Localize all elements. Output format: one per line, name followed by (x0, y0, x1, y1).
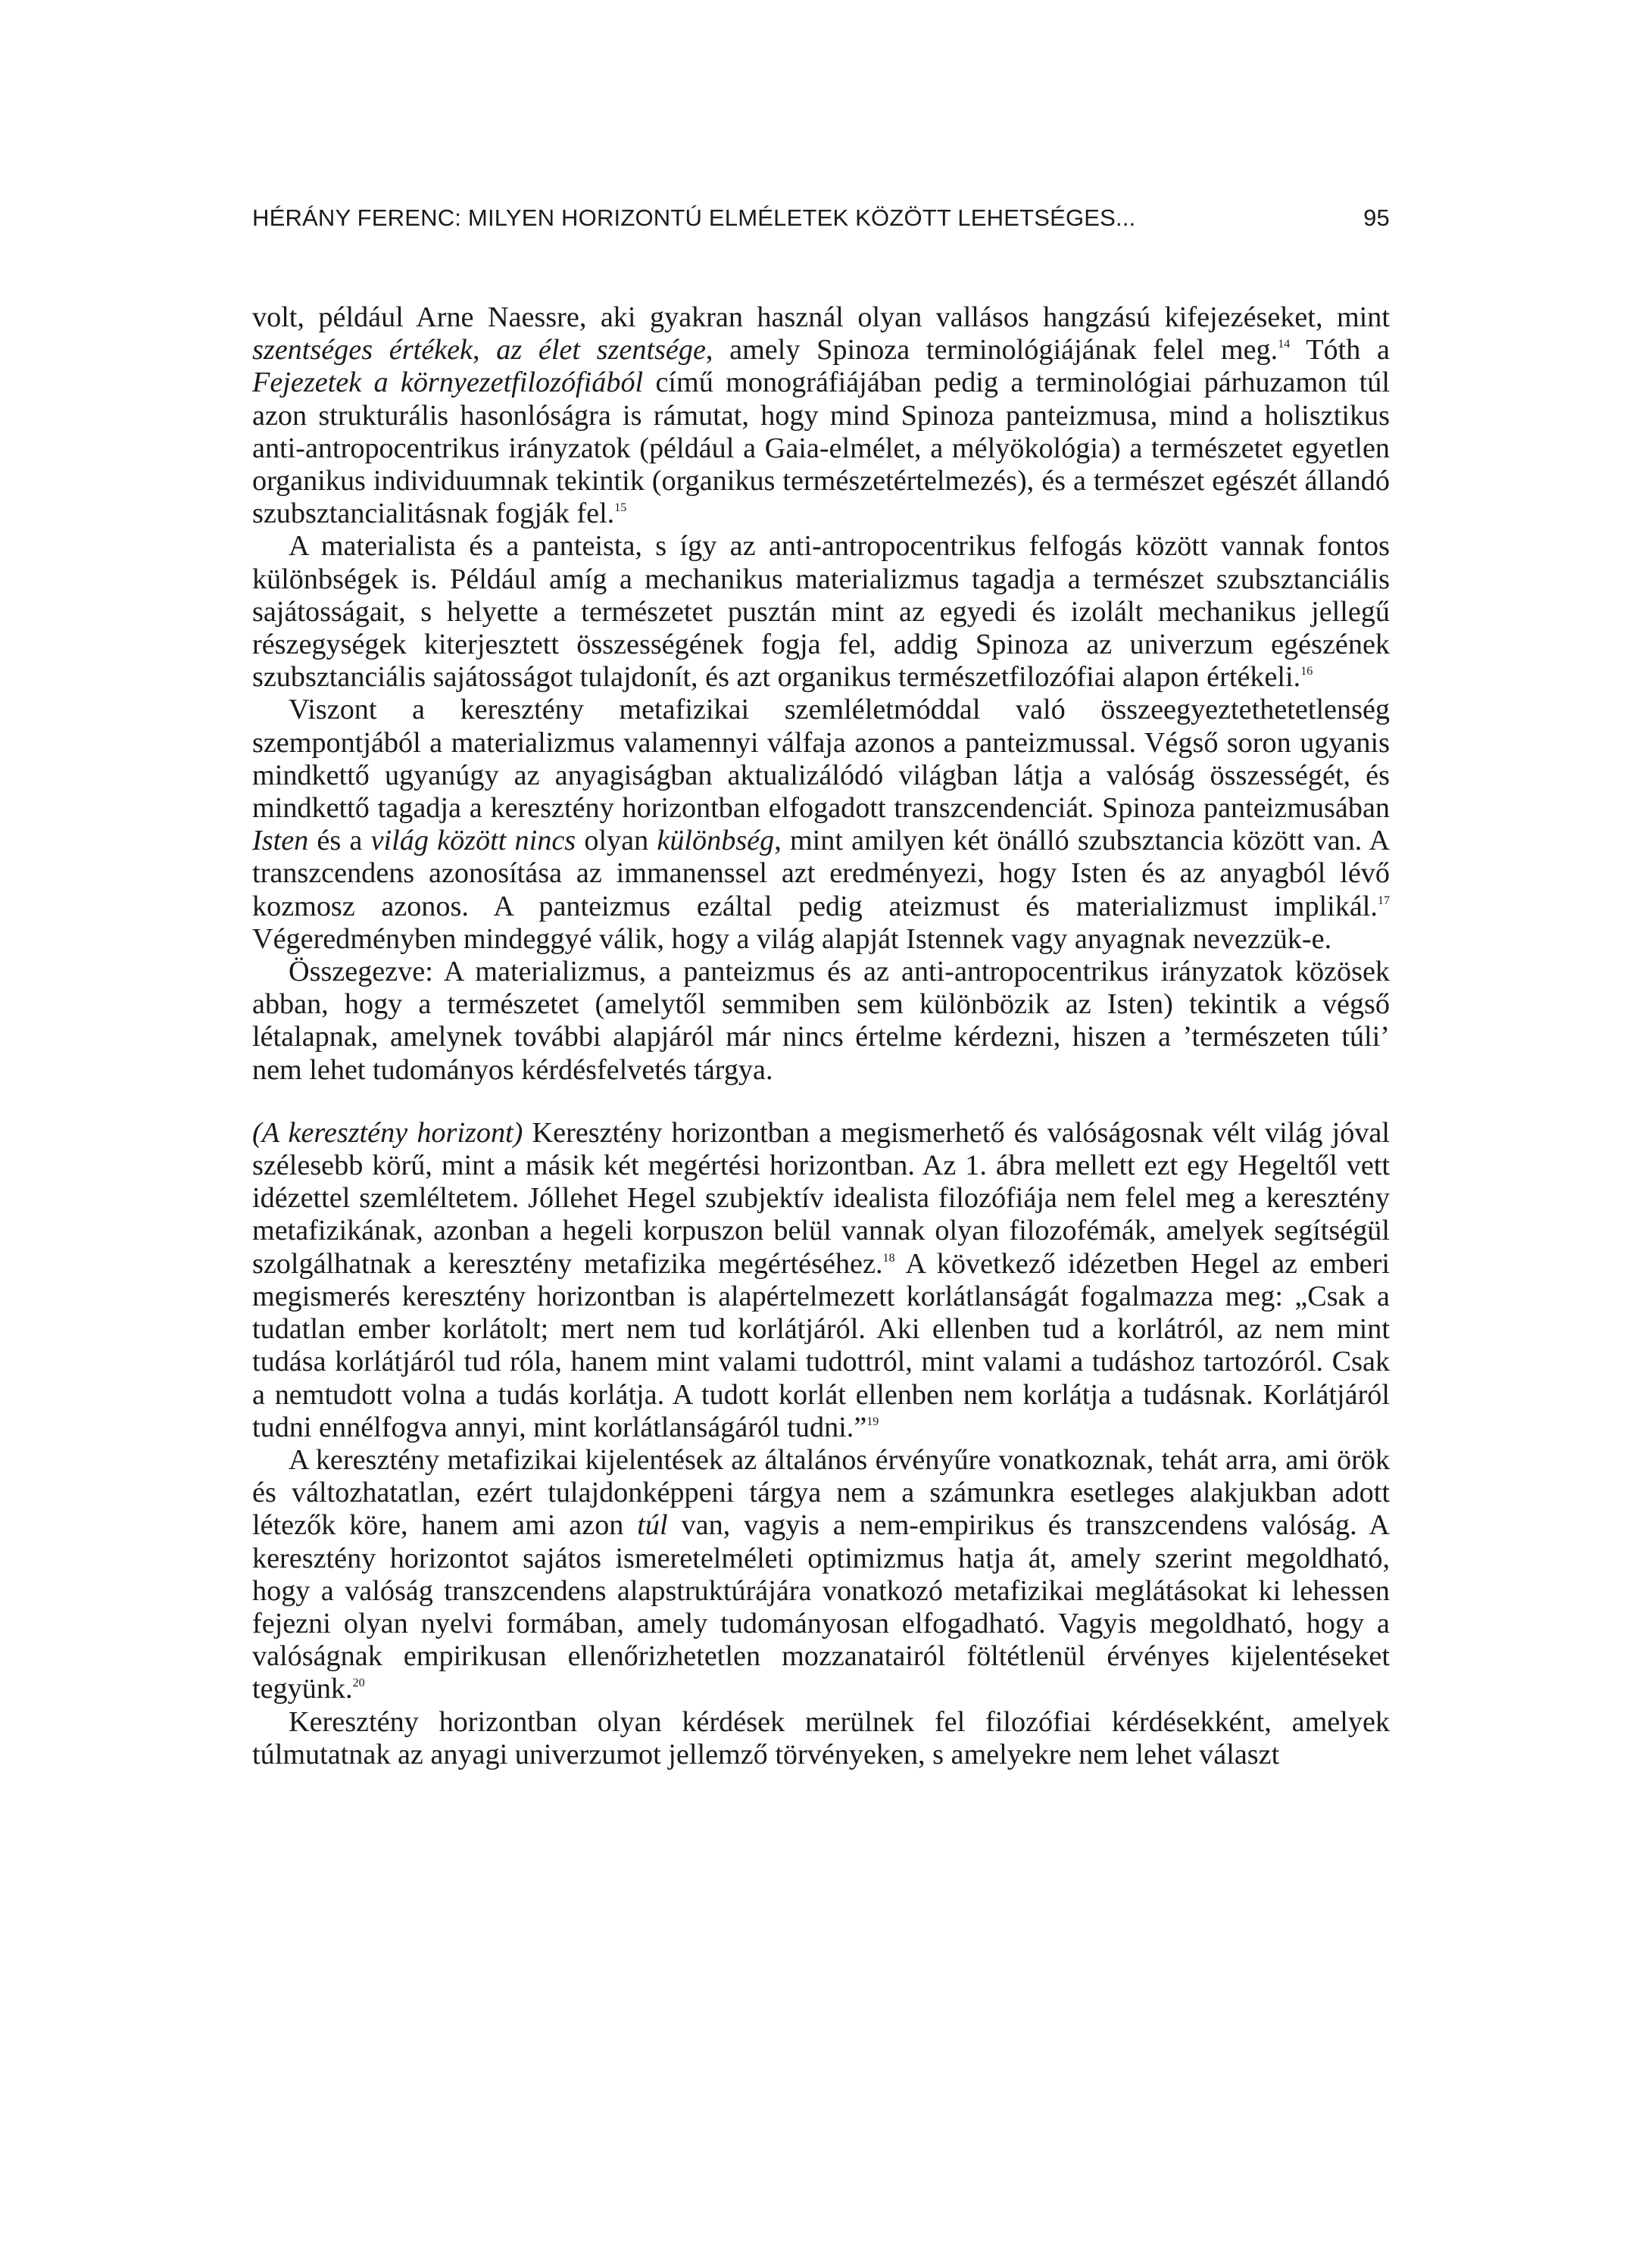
footnote-marker: 16 (1300, 665, 1313, 678)
footnote-marker: 20 (352, 1677, 365, 1690)
text-run: Keresztény horizontban olyan kérdések merülnek fel filozófiai kérdésekként, amelyek túlmutatnak az anyagi univerzumot jellemző törvényeken, s amelyekre nem lehet választ (252, 1705, 1390, 1770)
footnote-marker: 14 (1278, 337, 1291, 351)
text-run: Viszont a keresztény metafizikai szemléletmóddal való összeegyeztethetetlenség szempontjából a materializmus valamennyi válfaja azonos a panteizmussal. Végső soron ugyanis mindkettő ugyanúgy az anyagiságban aktualizálódó világban látja a valóság összességét, és mindkettő tagadja a keresztény horizontban elfogadott transzcendenciát. Spinoza panteizmusában (252, 694, 1390, 825)
body-text (252, 301, 1390, 1771)
paragraph (252, 694, 1390, 956)
italic-text: világ között nincs (370, 825, 576, 857)
running-title: HÉRÁNY FERENC: MILYEN HORIZONTÚ ELMÉLETEK KÖZÖTT LEHETSÉGES... (252, 204, 1136, 231)
text-run: A következő idézetben Hegel az emberi megismerés keresztény horizontban is alapértelmezett korlátlanságát fogalmazza meg: „Csak a tudatlan ember korlátolt; mert nem tud korlátjáról. Aki ellenben tud a korlátról, az nem mint tudása korlátjáról tud róla, hanem mint valami tudottról, mint valami a tudáshoz tartozóról. Csak a nemtudott volna a tudás korlátja. A tudott korlát ellenben nem korlátja a tudásnak. Korlátjáról tudni ennélfogva annyi, mint korlátlanságáról tudni.” (252, 1247, 1390, 1443)
italic-text: túl (637, 1509, 668, 1542)
italic-text: szentséges értékek (252, 334, 473, 367)
text-run: volt, például Arne Naessre, aki gyakran használ olyan vallásos hangzású kifejezéseket, mint (252, 301, 1390, 333)
text-run: van, vagyis a nem-empirikus és transzcendens valóság. A keresztény horizontot sajátos ismeretelméleti optimizmus hatja át, amely szerint megoldható, hogy a valóság transzcendens alapstruktúrájára vonatkozó metafizikai meglátásokat ki lehessen fejezni olyan nyelvi formában, amely tudományosan elfogadható. Vagyis megoldható, hogy a valóságnak empirikusan ellenőrizhetetlen mozzanatairól föltétlenül érvényes kijelentéseket tegyünk. (252, 1509, 1390, 1705)
paragraph (252, 1444, 1390, 1706)
text-run: című monográfiájában pedig a terminológiai párhuzamon túl azon strukturális hasonlóságra is rámutat, hogy mind Spinoza panteizmusa, mind a holisztikus anti-antropocentrikus irányzatok (például a Gaia-elmélet, a mélyökológia) a természetet egyetlen organikus individuumnak tekintik (organikus természetértelmezés), és a természet egészét állandó szubsztancialitásnak fogják fel. (252, 367, 1390, 530)
footnote-marker: 19 (866, 1415, 879, 1428)
footnote-marker: 17 (1377, 894, 1390, 907)
paragraph (252, 956, 1390, 1087)
text-run: olyan (576, 825, 657, 857)
italic-text: (A keresztény horizont) (252, 1116, 523, 1149)
footnote-marker: 18 (882, 1251, 895, 1265)
footnote-marker: 15 (614, 501, 627, 514)
running-header (252, 204, 1390, 232)
italic-text: Fejezetek a környezetfilozófiából (252, 367, 644, 399)
italic-text: Isten (252, 825, 309, 857)
paragraph (252, 301, 1390, 530)
italic-text: az élet szentsége (496, 334, 706, 367)
page-number: 95 (1363, 204, 1390, 231)
text-run: Tóth a (1290, 334, 1390, 367)
paragraph (252, 1706, 1390, 1771)
text-run: és a (308, 825, 371, 857)
text-run: Végeredményben mindeggyé válik, hogy a világ alapját Istennek vagy anyagnak nevezzük-e. (252, 922, 1332, 955)
text-run: A materialista és a panteista, s így az anti-antropocentrikus felfogás között vannak fontos különbségek is. Például amíg a mechanikus materializmus tagadja a természet szubsztanciális sajátosságait, s helyette a természetet pusztán mint az egyedi és izolált mechanikus jellegű részegységek kiterjesztett összességének fogja fel, addig Spinoza az univerzum egészének szubsztanciális sajátosságot tulajdonít, és azt organikus természetfilozófiai alapon értékeli. (252, 530, 1390, 694)
italic-text: különbség (657, 825, 775, 857)
text-run: , (473, 334, 497, 367)
section-paragraph (252, 1117, 1390, 1444)
text-run: Összegezve: A materializmus, a panteizmus és az anti-antropocentrikus irányzatok közösek abban, hogy a természetet (amelytől semmiben sem különbözik az Isten) tekintik a végső létalapnak, amelynek további alapjáról már nincs értelme kérdezni, hiszen a ’természeten túli’ nem lehet tudományos kérdésfelvetés tárgya. (252, 956, 1390, 1086)
text-run: A keresztény metafizikai kijelentések az általános érvényűre vonatkoznak, tehát arra, ami örök és változhatatlan, ezért tulajdonképpeni tárgya nem a számunkra esetleges alakjukban adott létezők köre, hanem ami azon (252, 1443, 1390, 1542)
text-run: , mint amilyen két önálló szubsztancia között van. A transzcendens azonosítása az immanenssel azt eredményezi, hogy Isten és az anyagból lévő kozmosz azonos. A panteizmus ezáltal pedig ateizmust és materializmust implikál. (252, 825, 1391, 922)
paragraph (252, 530, 1390, 694)
text-run: Keresztény horizontban a megismerhető és valóságosnak vélt világ jóval szélesebb körű, mint a másik két megértési horizontban. Az 1. ábra mellett ezt egy Hegeltől vett idézettel szemléltetem. Jóllehet Hegel szubjektív idealista filozófiája nem felel meg a keresztény metafizikának, azonban a hegeli korpuszon belül vannak olyan filozofémák, amelyek segítségül szolgálhatnak a keresztény metafizika megértéséhez. (252, 1116, 1390, 1280)
text-run: , amely Spinoza terminológiájának felel meg. (705, 334, 1278, 367)
